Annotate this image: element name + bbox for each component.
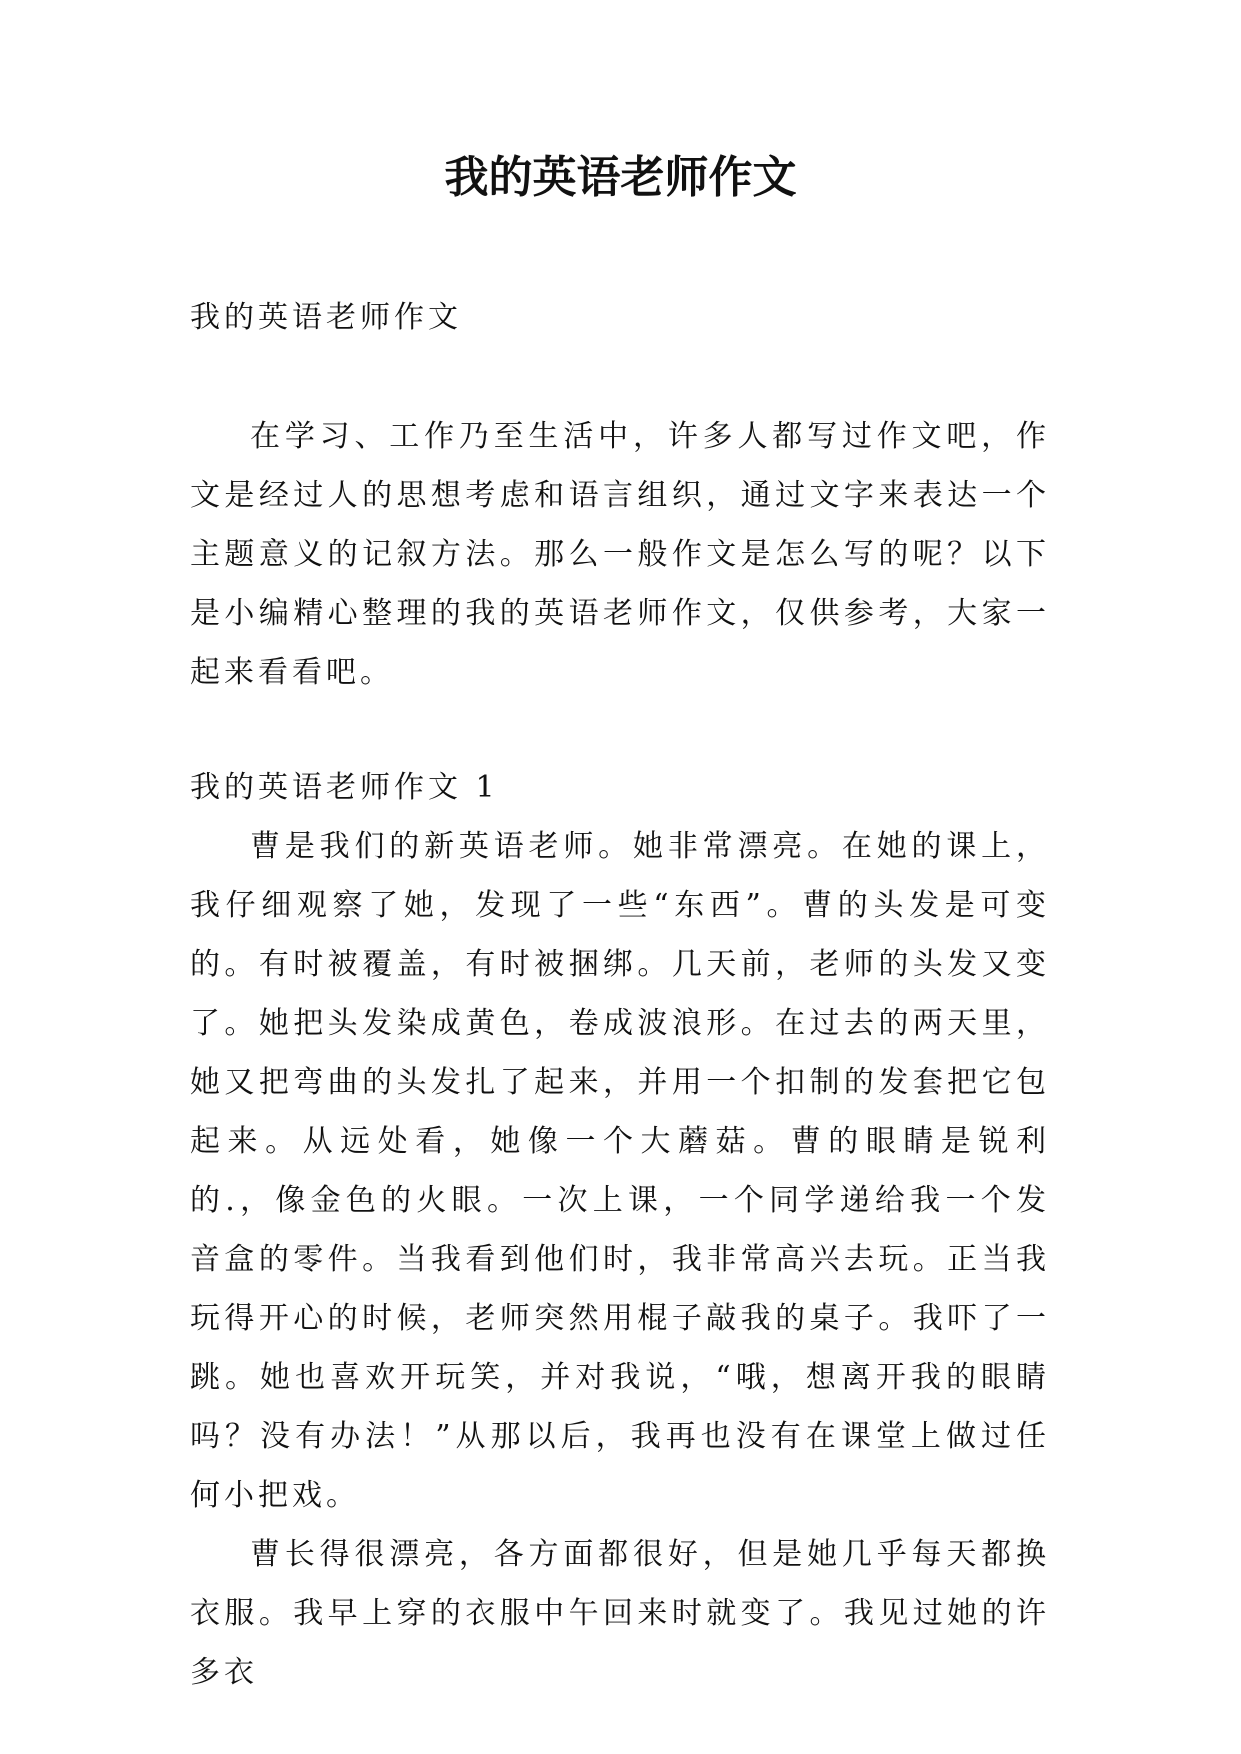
section-heading: 我的英语老师作文 1 [190, 770, 499, 805]
intro-paragraph: 在学习、工作乃至生活中，许多人都写过作文吧，作文是经过人的思想考虑和语言组织，通过文字来表达一个主题意义的记叙方法。那么一般作文是怎么写的呢？以下是小编精心整理的我的英语老师作文，仅供参考，大家一起来看看吧。 [190, 419, 1050, 690]
document-body [190, 288, 1050, 1702]
spacer [190, 347, 1050, 407]
body-paragraph: 曹长得很漂亮，各方面都很好，但是她几乎每天都换衣服。我早上穿的衣服中午回来时就变了。我见过她的许多衣 [190, 1537, 1050, 1690]
spacer [190, 702, 1050, 758]
document-title: 我的英语老师作文 [444, 152, 797, 203]
body-paragraph: 曹是我们的新英语老师。她非常漂亮。在她的课上，我仔细观察了她，发现了一些“东西”。曹的头发是可变的。有时被覆盖，有时被捆绑。几天前，老师的头发又变了。她把头发染成黄色，卷成波浪形。在过去的两天里，她又把弯曲的头发扎了起来，并用一个扣制的发套把它包起来。从远处看，她像一个大蘑菇。曹的眼睛是锐利的.，像金色的火眼。一次上课，一个同学递给我一个发音盒的零件。当我看到他们时，我非常高兴去玩。正当我玩得开心的时候，老师突然用棍子敲我的桌子。我吓了一跳。她也喜欢开玩笑，并对我说，“哦，想离开我的眼睛吗？没有办法！”从那以后，我再也没有在课堂上做过任何小把戏。 [190, 829, 1050, 1513]
document-subtitle: 我的英语老师作文 [190, 300, 462, 335]
